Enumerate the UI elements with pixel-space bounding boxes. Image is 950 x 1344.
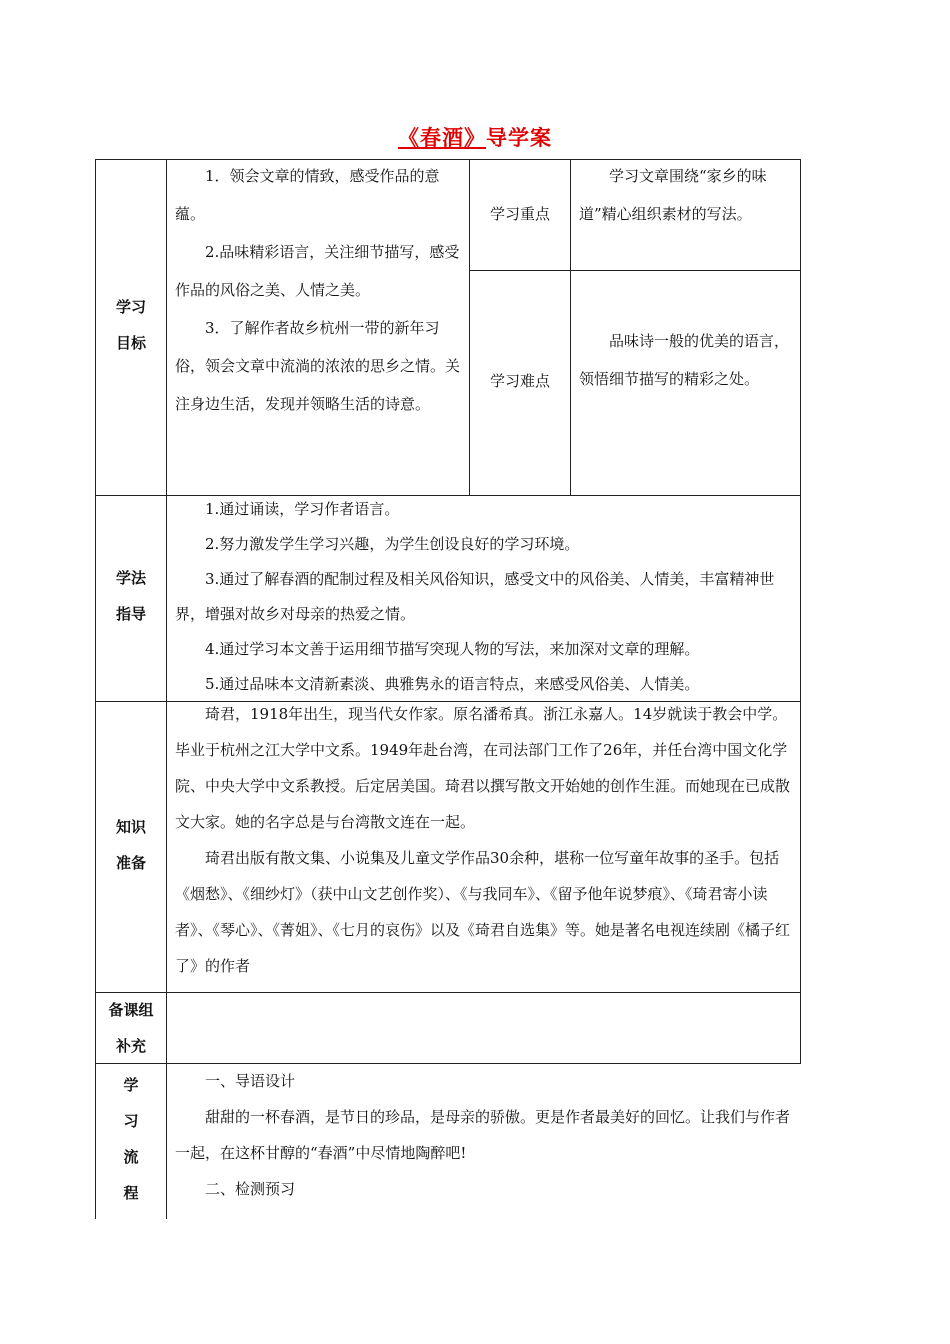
table-border-right: [800, 159, 801, 1063]
method-item: 2.努力激发学生学习兴趣，为学生创设良好的学习环境。: [205, 535, 580, 553]
supplement-label: 备课组 补充: [108, 1001, 154, 1055]
difficulty-label: 学习难点: [489, 372, 550, 390]
goal-item: 2.品味精彩语言，关注细节描写，感受作品的风俗之美、人情之美。: [175, 243, 460, 299]
focus-text: 学习文章围绕“家乡的味道”精心组织素材的写法。: [579, 167, 767, 223]
flow-text: [175, 1063, 793, 1207]
author-bio: 琦君，1918年出生，现当代女作家。原名潘希真。浙江永嘉人。14岁就读于教会中学。毕业于杭州之江大学中文系。1949年赴台湾，在司法部门工作了26年，并任台湾中国文化学院、中央大学中文系教授。后定居美国。琦君以撰写散文开始她的创作生涯。而她现在已成散文大家。她的名字总是与台湾散文连在一起。: [175, 705, 791, 831]
table-divider: [95, 992, 801, 993]
method-list: [175, 492, 793, 702]
method-item: 5.通过品味本文清新素淡、典雅隽永的语言特点，来感受风俗美、人情美。: [205, 675, 700, 693]
method-item: 4.通过学习本文善于运用细节描写突现人物的写法，来加深对文章的理解。: [205, 640, 700, 658]
goals-list: [175, 157, 463, 423]
method-item: 3.通过了解春酒的配制过程及相关风俗知识，感受文中的风俗美、人情美，丰富精神世界，增强对故乡对母亲的热爱之情。: [175, 570, 775, 623]
knowledge-text: [175, 696, 793, 984]
table-divider: [469, 270, 801, 271]
difficulty-text: 品味诗一般的优美的语言，领悟细节描写的精彩之处。: [579, 332, 790, 388]
flow-intro: 甜甜的一杯春酒，是节日的珍品，是母亲的骄傲。更是作者最美好的回忆。让我们与作者一起，在这杯甘醇的“春酒”中尽情地陶醉吧!: [175, 1108, 791, 1162]
author-works: 琦君出版有散文集、小说集及儿童文学作品30余种，堪称一位写童年故事的圣手。包括《烟愁》、《细纱灯》（获中山文艺创作奖）、《与我同车》、《留予他年说梦痕》、《琦君寄小读者》、《琴心》、《菁姐》、《七月的哀伤》以及《琦君自选集》等。她是著名电视连续剧《橘子红了》的作者: [175, 849, 791, 975]
title-suffix: 导学案: [486, 126, 552, 150]
title-book-name: 《春酒》: [398, 126, 486, 150]
goal-item: 1．领会文章的情致，感受作品的意蕴。: [175, 167, 440, 223]
method-item: 1.通过诵读，学习作者语言。: [205, 500, 400, 518]
focus-column-divider: [570, 159, 571, 495]
goals-label: 学习 目标: [115, 298, 146, 352]
page-title: [0, 122, 950, 152]
lesson-plan-table: [95, 159, 801, 1219]
method-label: 学法 指导: [115, 569, 146, 623]
flow-heading: 二、检测预习: [205, 1180, 296, 1198]
knowledge-label: 知识 准备: [115, 818, 146, 872]
focus-label: 学习重点: [489, 205, 550, 223]
goal-item: 3．了解作者故乡杭州一带的新年习俗，领会文章中流淌的浓浓的思乡之情。关注身边生活，发现并领略生活的诗意。: [175, 319, 461, 413]
flow-heading: 一、导语设计: [205, 1072, 296, 1090]
flow-label: 学 习 流 程: [123, 1076, 139, 1202]
